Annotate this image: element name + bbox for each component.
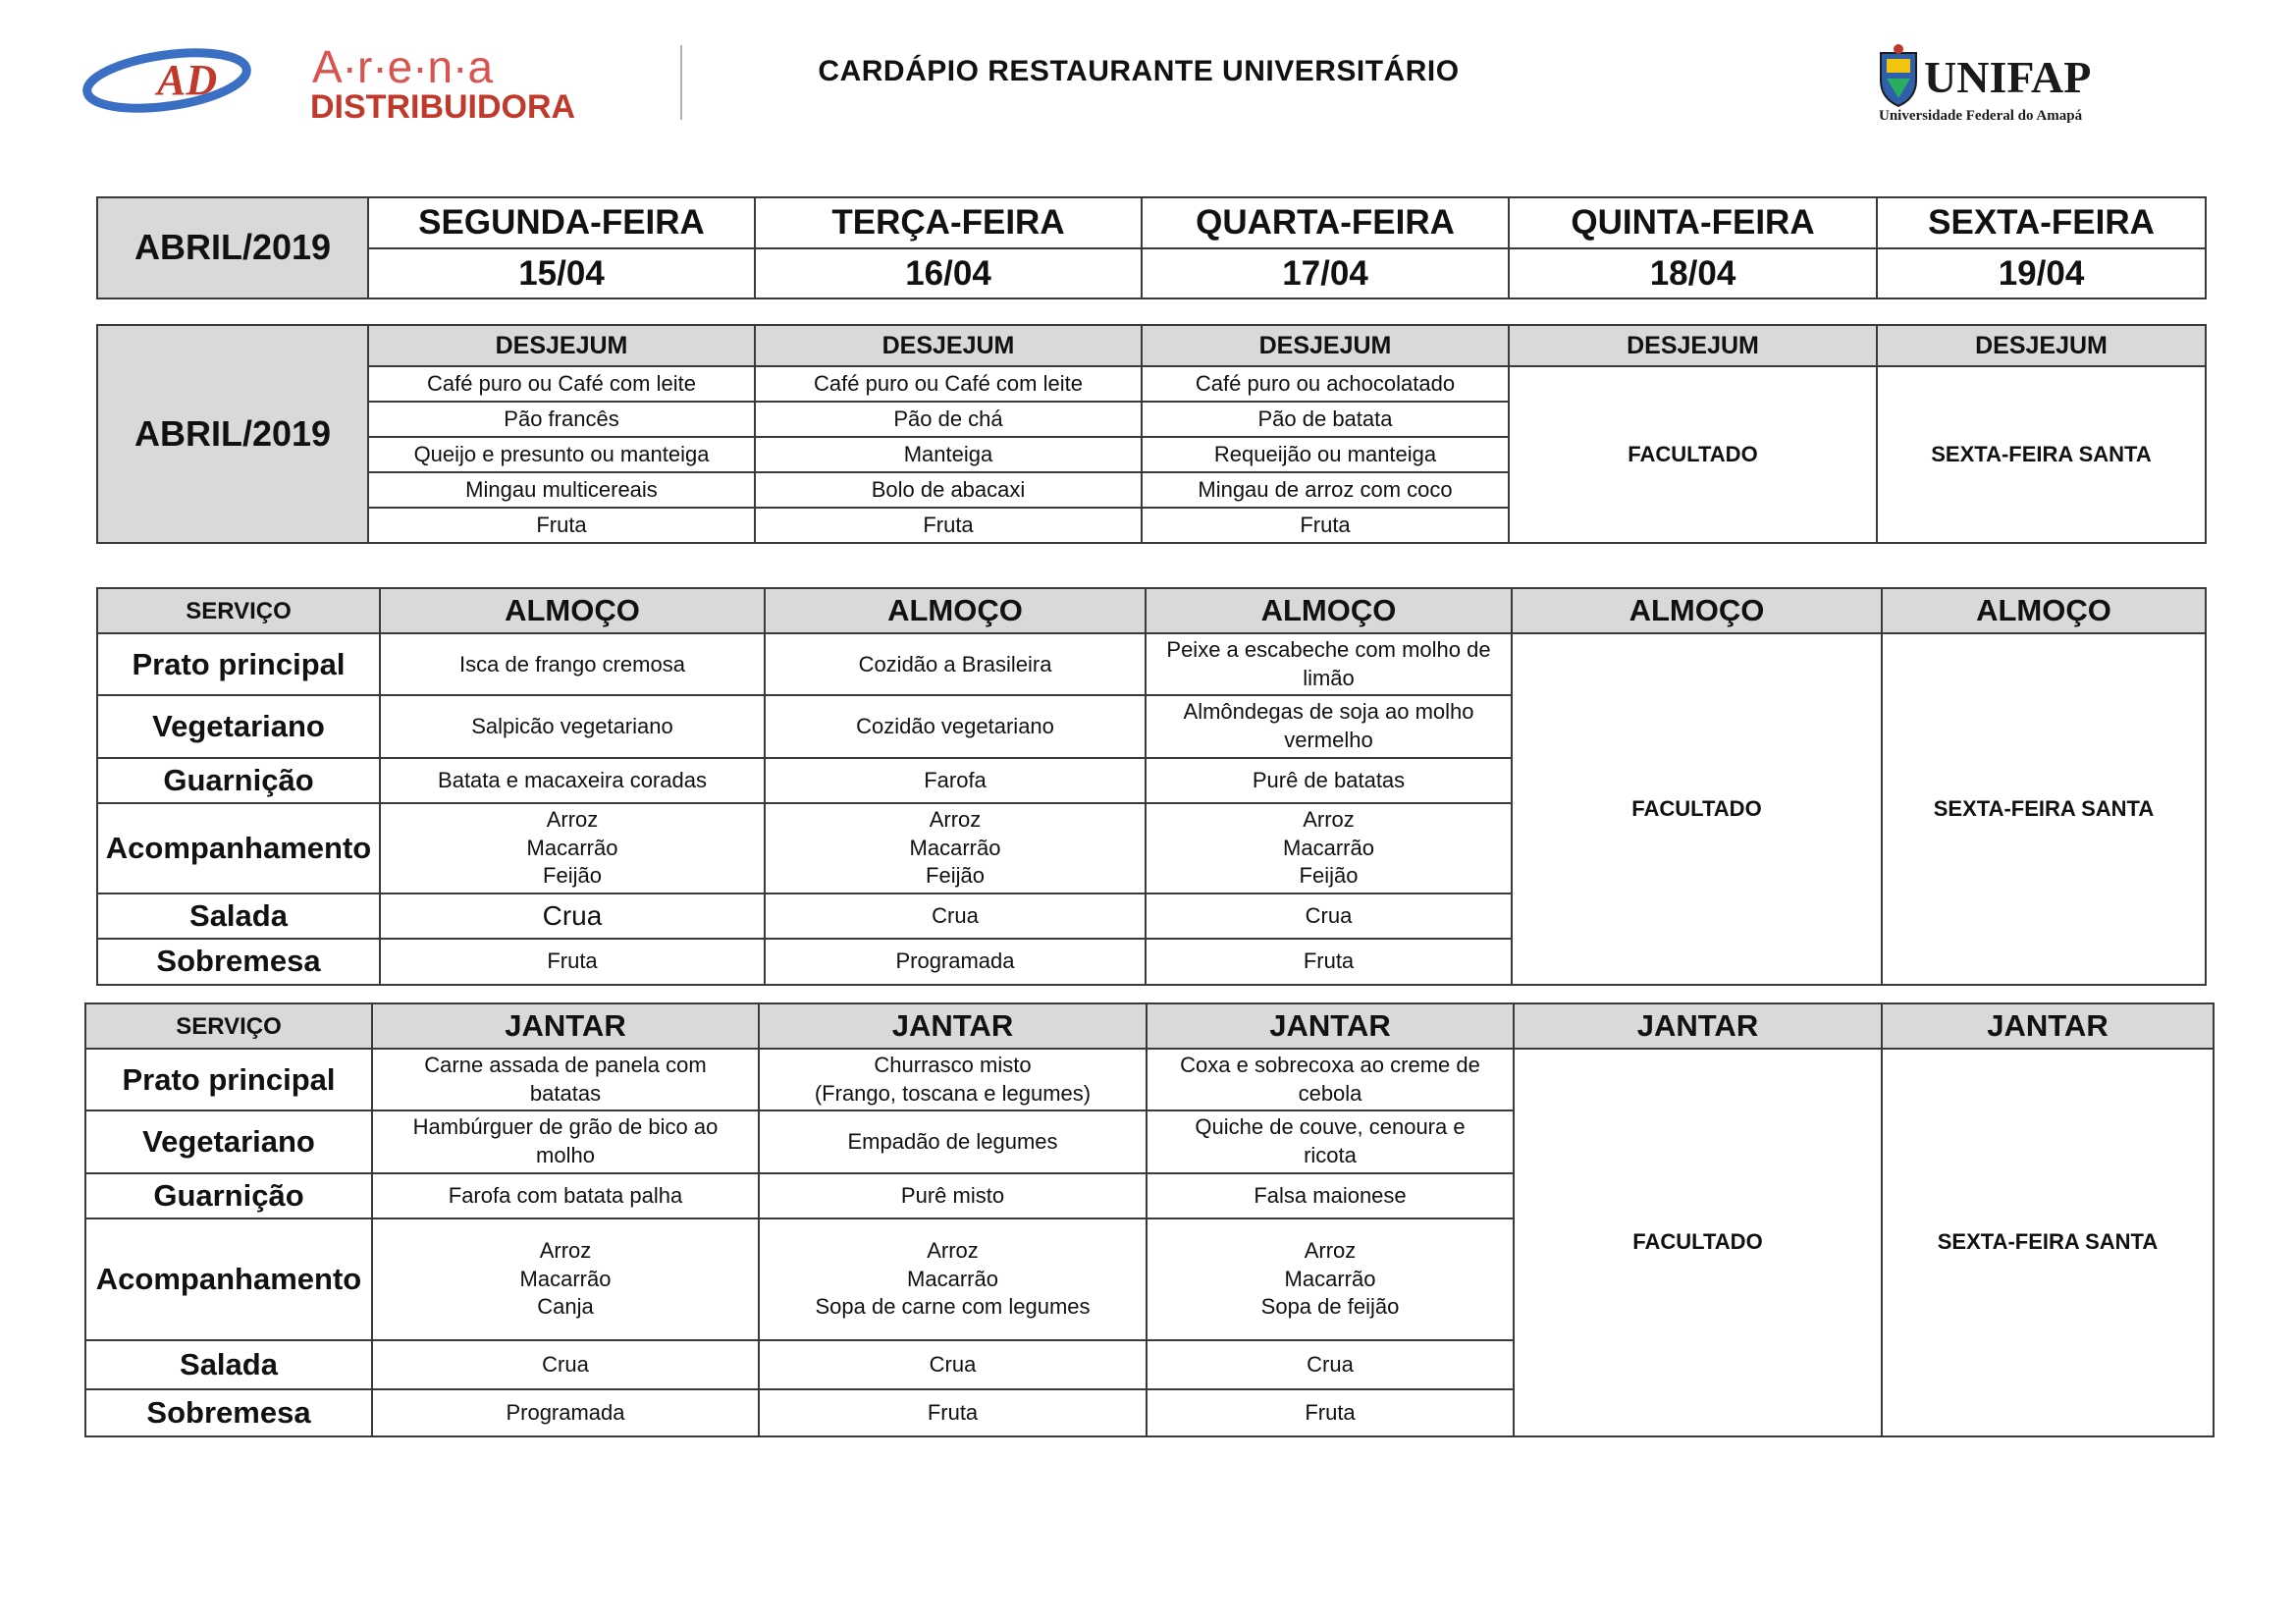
lunch-row-label: Acompanhamento [97,803,380,893]
dinner-item-line: Crua [1307,1351,1354,1377]
breakfast-header-monday: DESJEJUM [368,325,755,366]
lunch-item: Peixe a escabeche com molho de limão [1146,633,1512,695]
day-name-thursday: QUINTA-FEIRA [1509,197,1877,248]
lunch-header-wednesday: ALMOÇO [1146,588,1512,633]
breakfast-header-thursday: DESJEJUM [1509,325,1877,366]
breakfast-item: Fruta [755,508,1142,543]
dinner-item [759,1389,1147,1436]
dinner-header-thursday: JANTAR [1514,1003,1882,1049]
breakfast-header-wednesday: DESJEJUM [1142,325,1509,366]
lunch-item-line: Arroz [546,807,599,833]
dinner-item [372,1218,759,1340]
unifap-logo [1875,41,2120,130]
month-label: ABRIL/2019 [97,197,368,298]
crest-icon [1881,44,1916,106]
lunch-item-line: Feijão [926,863,985,889]
breakfast-item: Fruta [368,508,755,543]
dinner-item [1147,1049,1514,1110]
dinner-item [1147,1110,1514,1172]
lunch-item: Cozidão a Brasileira [765,633,1146,695]
day-name-wednesday: QUARTA-FEIRA [1142,197,1509,248]
dinner-item-line: Empadão de legumes [847,1128,1058,1154]
dinner-item [1147,1389,1514,1436]
lunch-item-line: Feijão [543,863,602,889]
dinner-friday-status: SEXTA-FEIRA SANTA [1882,1049,2214,1436]
dinner-item [759,1218,1147,1340]
dinner-header-wednesday: JANTAR [1147,1003,1514,1049]
breakfast-month-label: ABRIL/2019 [97,325,368,543]
dinner-item-line: Quiche de couve, cenoura e [1195,1114,1466,1140]
week-header-table [96,196,2207,299]
breakfast-friday-status: SEXTA-FEIRA SANTA [1877,366,2206,543]
lunch-row-label: Sobremesa [97,939,380,984]
dinner-item [372,1389,759,1436]
lunch-item [380,803,765,893]
breakfast-item: Café puro ou Café com leite [368,366,755,402]
day-date-thursday: 18/04 [1509,248,1877,299]
dinner-row-label: Guarnição [85,1173,372,1218]
dinner-item-line: Macarrão [907,1266,998,1291]
unifap-name: UNIFAP [1924,52,2092,102]
day-name-friday: SEXTA-FEIRA [1877,197,2206,248]
logo-monogram: AD [157,56,218,104]
breakfast-thursday-status: FACULTADO [1509,366,1877,543]
breakfast-item: Pão francês [368,402,755,437]
dinner-item-line: Canja [537,1294,594,1320]
dinner-item-line: Carne assada de panela com [424,1053,707,1078]
dinner-header-friday: JANTAR [1882,1003,2214,1049]
lunch-item-line: Macarrão [909,835,1001,860]
dinner-item-line: Hambúrguer de grão de bico ao [412,1114,719,1140]
dinner-row-label: Sobremesa [85,1389,372,1436]
dinner-item-line: Fruta [927,1399,979,1425]
breakfast-header-tuesday: DESJEJUM [755,325,1142,366]
day-date-friday: 19/04 [1877,248,2206,299]
dinner-item [759,1173,1147,1218]
dinner-item [372,1049,759,1110]
arena-distribuidora-logo [80,39,689,128]
lunch-item: Purê de batatas [1146,758,1512,803]
breakfast-item: Fruta [1142,508,1509,543]
lunch-header-friday: ALMOÇO [1882,588,2206,633]
lunch-item: Fruta [1146,939,1512,984]
dinner-item-line: batatas [529,1080,602,1106]
breakfast-item: Pão de batata [1142,402,1509,437]
dinner-item-line: Arroz [927,1238,979,1264]
dinner-item [1147,1218,1514,1340]
dinner-item-line: Arroz [539,1238,592,1264]
dinner-item-line: ricota [1304,1143,1357,1168]
dinner-item-line: (Frango, toscana e legumes) [814,1080,1092,1106]
day-date-wednesday: 17/04 [1142,248,1509,299]
dinner-row-label: Vegetariano [85,1110,372,1172]
day-name-monday: SEGUNDA-FEIRA [368,197,755,248]
lunch-thursday-status: FACULTADO [1512,633,1882,984]
lunch-item: Crua [765,893,1146,939]
lunch-item-line: Macarrão [1283,835,1374,860]
dinner-item-line: Macarrão [1284,1266,1376,1291]
dinner-row-label: Acompanhamento [85,1218,372,1340]
dinner-item [1147,1340,1514,1389]
lunch-item: Salpicão vegetariano [380,695,765,757]
dinner-service-label: SERVIÇO [85,1003,372,1049]
lunch-item-line: Arroz [1303,807,1355,833]
lunch-item: Fruta [380,939,765,984]
dinner-row-label: Prato principal [85,1049,372,1110]
lunch-item-line: Arroz [929,807,982,833]
lunch-item: Isca de frango cremosa [380,633,765,695]
breakfast-item: Mingau multicereais [368,472,755,508]
page-title: CARDÁPIO RESTAURANTE UNIVERSITÁRIO [818,55,1460,87]
dinner-table [84,1002,2215,1437]
lunch-row-label: Prato principal [97,633,380,695]
lunch-friday-status: SEXTA-FEIRA SANTA [1882,633,2206,984]
logo-line2: DISTRIBUIDORA [310,88,576,126]
dinner-item-line: Macarrão [519,1266,612,1291]
dinner-item-line: Crua [929,1351,977,1377]
dinner-item-line: Crua [542,1351,589,1377]
dinner-item-line: Arroz [1304,1238,1357,1264]
lunch-item-line: Macarrão [526,835,618,860]
day-name-tuesday: TERÇA-FEIRA [755,197,1142,248]
lunch-row-label: Salada [97,893,380,939]
breakfast-item: Café puro ou Café com leite [755,366,1142,402]
lunch-table [96,587,2207,986]
dinner-item-line: molho [536,1143,595,1168]
lunch-item: Crua [380,893,765,939]
dinner-item-line: Falsa maionese [1254,1182,1407,1208]
lunch-row-label: Vegetariano [97,695,380,757]
lunch-item: Cozidão vegetariano [765,695,1146,757]
dinner-item-line: cebola [1298,1080,1362,1106]
dinner-item [759,1340,1147,1389]
dinner-item [759,1049,1147,1110]
dinner-item-line: Coxa e sobrecoxa ao creme de [1180,1053,1480,1078]
lunch-item: Almôndegas de soja ao molho vermelho [1146,695,1512,757]
lunch-service-label: SERVIÇO [97,588,380,633]
lunch-item-line: Feijão [1299,863,1359,889]
lunch-header-thursday: ALMOÇO [1512,588,1882,633]
dinner-item-line: Purê misto [900,1182,1005,1208]
dinner-item [372,1173,759,1218]
lunch-item: Farofa [765,758,1146,803]
lunch-row-label: Guarnição [97,758,380,803]
lunch-header-tuesday: ALMOÇO [765,588,1146,633]
dinner-item [372,1340,759,1389]
breakfast-item: Requeijão ou manteiga [1142,437,1509,472]
lunch-item: Batata e macaxeira coradas [380,758,765,803]
dinner-item-line: Fruta [1305,1399,1356,1425]
dinner-item [1147,1173,1514,1218]
breakfast-item: Manteiga [755,437,1142,472]
breakfast-item: Café puro ou achocolatado [1142,366,1509,402]
day-date-tuesday: 16/04 [755,248,1142,299]
lunch-item: Crua [1146,893,1512,939]
unifap-subtitle: Universidade Federal do Amapá [1879,108,2083,124]
lunch-header-monday: ALMOÇO [380,588,765,633]
day-date-monday: 15/04 [368,248,755,299]
dinner-item-line: Programada [506,1399,625,1425]
breakfast-item: Pão de chá [755,402,1142,437]
dinner-thursday-status: FACULTADO [1514,1049,1882,1436]
dinner-header-tuesday: JANTAR [759,1003,1147,1049]
breakfast-item: Bolo de abacaxi [755,472,1142,508]
dinner-row-label: Salada [85,1340,372,1389]
dinner-item-line: Sopa de carne com legumes [815,1294,1091,1320]
dinner-item-line: Churrasco misto [874,1053,1032,1078]
breakfast-table [96,324,2207,544]
dinner-item-line: Sopa de feijão [1260,1294,1400,1320]
breakfast-item: Mingau de arroz com coco [1142,472,1509,508]
logo-line1: A·r·e·n·a [312,41,494,92]
dinner-header-monday: JANTAR [372,1003,759,1049]
breakfast-header-friday: DESJEJUM [1877,325,2206,366]
breakfast-item: Queijo e presunto ou manteiga [368,437,755,472]
dinner-item [759,1110,1147,1172]
lunch-item: Programada [765,939,1146,984]
lunch-item [765,803,1146,893]
lunch-item [1146,803,1512,893]
dinner-item-line: Farofa com batata palha [448,1182,683,1208]
dinner-item [372,1110,759,1172]
